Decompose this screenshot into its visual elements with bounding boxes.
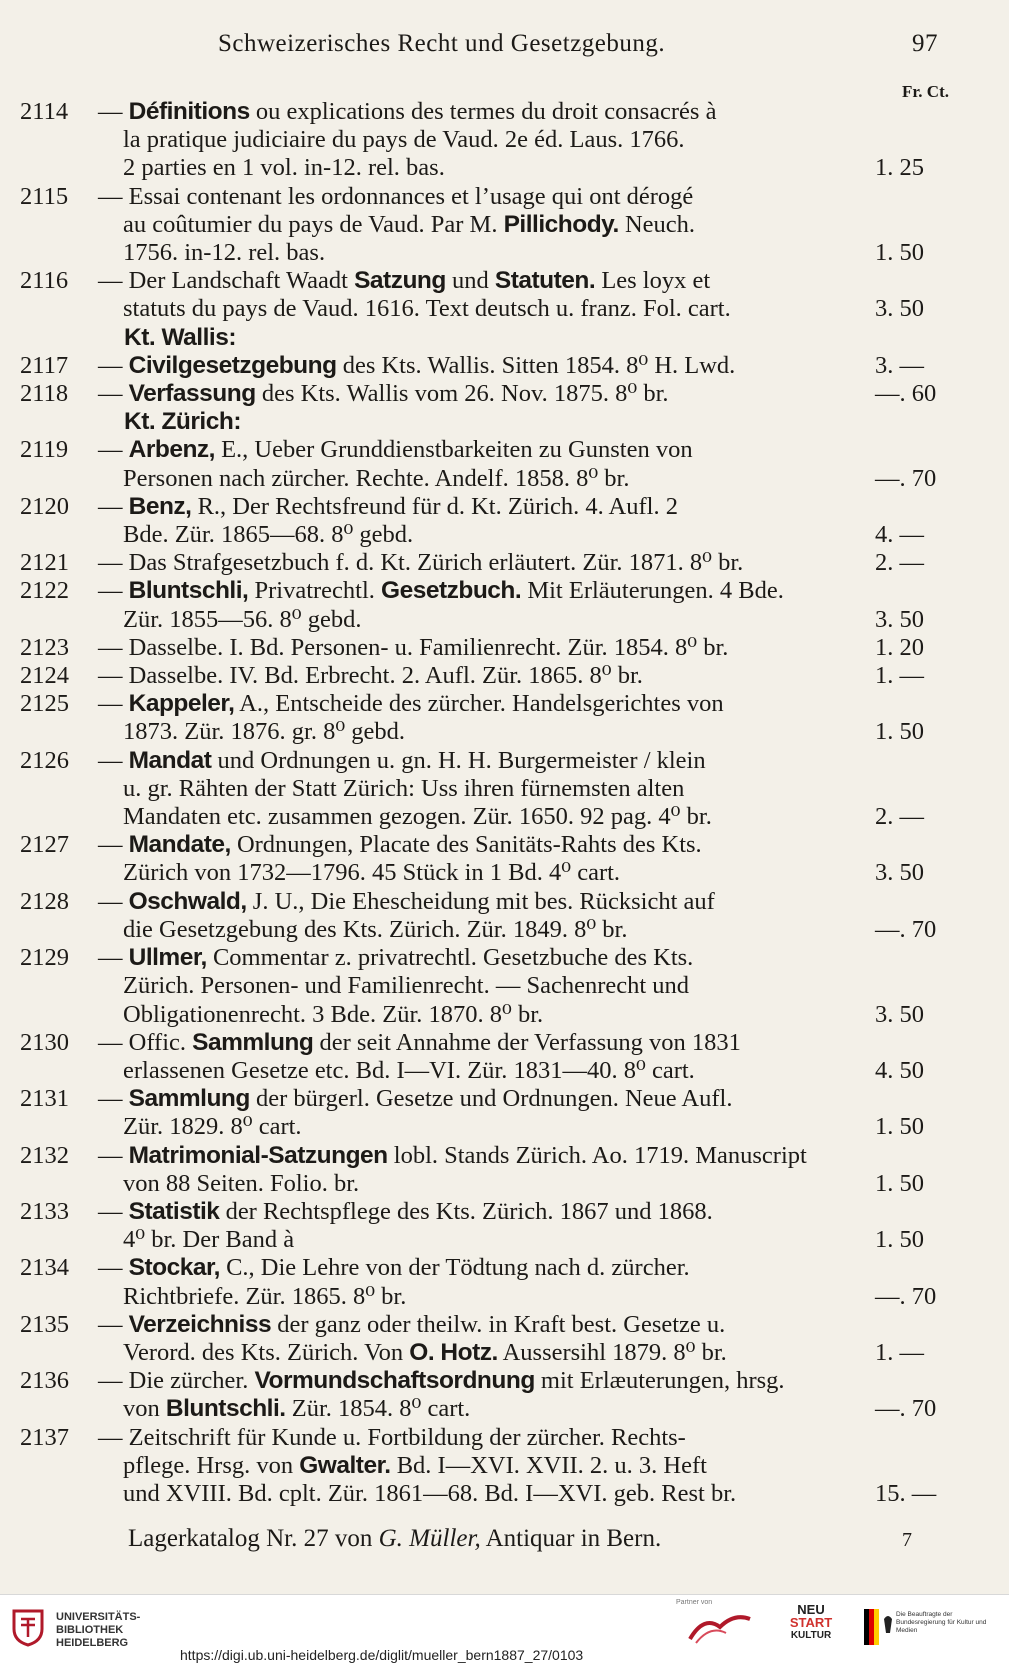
entry-text: — Der Landschaft Waadt <box>98 267 355 295</box>
catalog-entry <box>20 1367 955 1423</box>
partner-label: Partner von <box>676 1599 713 1606</box>
entry-description <box>98 888 888 944</box>
catalog-entry <box>20 493 955 549</box>
entry-number: 2127 <box>20 831 69 859</box>
catalog-entry <box>20 888 955 944</box>
entry-keyword: Verfassung <box>128 380 256 408</box>
entry-text: R., Der Rechtsfreund für d. Kt. Zürich. 4. Aufl. 2 <box>191 492 678 520</box>
entry-number: 2123 <box>20 633 69 661</box>
entry-text: Personen nach zürcher. Rechte. Andelf. 1858. 8⁰ br. <box>123 464 630 492</box>
page-number: 97 <box>912 30 938 57</box>
entry-number: 2115 <box>20 182 69 210</box>
entry-text: — <box>98 831 129 859</box>
entry-description <box>98 690 888 746</box>
entry-text: J. U., Die Ehescheidung mit bes. Rücksicht auf <box>246 887 715 915</box>
entry-text: und Ordnungen u. gn. H. H. Burgermeister / klein <box>211 746 706 774</box>
catalog-entry <box>20 1198 955 1254</box>
entry-keyword: Benz, <box>128 492 192 520</box>
entry-text: — <box>98 492 129 520</box>
entry-text: Bde. Zür. 1865—68. 8⁰ gebd. <box>123 521 414 549</box>
entry-text: Zür. 1854. 8⁰ cart. <box>285 1395 471 1423</box>
header-title: Schweizerisches Recht und Gesetzgebung. <box>218 30 666 57</box>
entry-description <box>98 436 888 492</box>
entry-keyword: Vormundschaftsordnung <box>254 1367 535 1395</box>
entry-text: E., Ueber Grunddienstbarkeiten zu Gunsten von <box>214 436 693 464</box>
entry-text: Bd. I—XVI. XVII. 2. u. 3. Heft <box>390 1451 707 1479</box>
entry-line <box>98 1311 888 1339</box>
entry-text: Verord. des Kts. Zürich. Von <box>123 1338 410 1366</box>
entry-keyword: Verzeichniss <box>128 1310 272 1338</box>
viewer-footer-band <box>0 1594 1009 1669</box>
entry-text: des Kts. Wallis. Sitten 1854. 8⁰ H. Lwd. <box>336 351 736 379</box>
entry-line <box>98 465 888 493</box>
entry-text: von 88 Seiten. Folio. br. <box>123 1169 360 1197</box>
sheet-number: 7 <box>902 1529 912 1551</box>
entry-line <box>98 154 888 182</box>
entry-price: 4. — <box>875 521 924 549</box>
catalog-entry <box>20 1254 955 1310</box>
entry-line <box>98 1113 888 1141</box>
entry-line <box>98 662 888 690</box>
entry-text: Obligationenrecht. 3 Bde. Zür. 1870. 8⁰ br. <box>123 1000 544 1028</box>
entry-line <box>98 1057 888 1085</box>
entry-keyword: Oschwald, <box>128 887 247 915</box>
catalog-entry <box>20 380 955 408</box>
entry-text: — Essai contenant les ordonnances et l’usage qui ont dérogé <box>98 182 694 210</box>
entry-description <box>98 98 888 183</box>
entry-price: 2. — <box>875 803 924 831</box>
entry-keyword: Arbenz, <box>128 436 215 464</box>
entry-description <box>98 267 888 323</box>
catalog-entry <box>20 352 955 380</box>
entry-text: Ordnungen, Placate des Sanitäts-Rahts des Kts. <box>230 831 702 859</box>
entry-number: 2120 <box>20 492 69 520</box>
entry-text: Commentar z. privatrechtl. Gesetzbuche des Kts. <box>206 944 694 972</box>
catalog-entry <box>20 183 955 268</box>
entry-description <box>98 1311 888 1367</box>
entry-text: A., Entscheide des zürcher. Handelsgerichtes von <box>234 690 724 718</box>
entry-text: — <box>98 1197 129 1225</box>
entry-line <box>98 577 888 605</box>
entry-text: la pratique judiciaire du pays de Vaud. 2e éd. Laus. 1766. <box>123 126 685 154</box>
entry-text: — <box>98 887 129 915</box>
entry-line <box>98 803 888 831</box>
catalog-entry <box>20 747 955 832</box>
entry-keyword: Pillichody. <box>503 210 619 238</box>
entry-keyword: Bluntschli, <box>128 577 249 605</box>
entry-keyword: Stockar, <box>128 1254 220 1282</box>
entry-text: 4⁰ br. Der Band à <box>123 1226 295 1254</box>
entry-price: 1. — <box>875 1338 924 1366</box>
entry-description <box>98 831 888 887</box>
entry-line <box>98 1339 888 1367</box>
entry-price: 3. 50 <box>875 1000 924 1028</box>
entry-price: 1. 50 <box>875 1169 924 1197</box>
entry-line <box>98 1283 888 1311</box>
entry-keyword: Statuten. <box>494 267 596 295</box>
catalog-entry <box>20 1424 955 1509</box>
entry-description <box>98 747 888 832</box>
entry-description <box>98 549 888 577</box>
entry-description <box>98 1029 888 1085</box>
entry-line <box>98 493 888 521</box>
entry-description <box>98 493 888 549</box>
entry-line <box>98 239 888 267</box>
entry-description <box>98 1085 888 1141</box>
entry-text: — Offic. <box>98 1028 193 1056</box>
entry-description <box>98 1198 888 1254</box>
entry-price: 1. 50 <box>875 718 924 746</box>
catalog-entry <box>20 1142 955 1198</box>
entry-text: — <box>98 944 129 972</box>
entry-text: — Die zürcher. <box>98 1367 255 1395</box>
entry-line <box>98 747 888 775</box>
entry-number: 2129 <box>20 944 69 972</box>
catalog-entry <box>20 98 955 183</box>
entry-number: 2121 <box>20 549 69 577</box>
entry-keyword: Matrimonial-Satzungen <box>128 1141 388 1169</box>
entry-price: 15. — <box>875 1479 937 1507</box>
entry-line <box>98 1367 888 1395</box>
entry-keyword: Ullmer, <box>128 944 207 972</box>
entry-price: 1. 50 <box>875 1226 924 1254</box>
entry-description <box>98 662 888 690</box>
entry-description <box>98 577 888 633</box>
entry-text: Zürich. Personen- und Familienrecht. — Sachenrecht und <box>123 972 690 1000</box>
catalog-entry <box>20 549 955 577</box>
entry-line <box>98 267 888 295</box>
entry-price: 3. — <box>875 351 924 379</box>
entry-price: —. 60 <box>875 380 937 408</box>
entry-text: — <box>98 746 129 774</box>
entry-line <box>98 295 888 323</box>
entry-number: 2131 <box>20 1085 69 1113</box>
entry-line <box>98 944 888 972</box>
entry-line <box>98 549 888 577</box>
entry-price: —. 70 <box>875 915 937 943</box>
entry-line <box>98 1001 888 1029</box>
entry-text: 1756. in-12. rel. bas. <box>123 239 326 267</box>
entry-line <box>98 98 888 126</box>
entry-text: die Gesetzgebung des Kts. Zürich. Zür. 1849. 8⁰ br. <box>123 915 628 943</box>
entry-number: 2117 <box>20 351 69 379</box>
entry-number: 2128 <box>20 887 69 915</box>
entry-text: Privatrechtl. <box>248 577 382 605</box>
entry-description <box>98 944 888 1029</box>
entry-text: Zür. 1855—56. 8⁰ gebd. <box>123 605 362 633</box>
entry-number: 2130 <box>20 1028 69 1056</box>
entry-line <box>98 1254 888 1282</box>
entry-text: statuts du pays de Vaud. 1616. Text deutsch u. franz. Fol. cart. <box>123 295 731 323</box>
section-heading: Kt. Zürich: <box>124 408 241 436</box>
entry-description <box>98 634 888 662</box>
entry-text: erlassenen Gesetze etc. Bd. I—VI. Zür. 1831—40. 8⁰ cart. <box>123 1056 695 1084</box>
entry-text: u. gr. Rähten der Statt Zürich: Uss ihren fürnemsten alten <box>123 774 685 802</box>
entry-text: Les loyx et <box>595 267 711 295</box>
entry-description <box>98 1367 888 1423</box>
catalog-entry <box>20 944 955 1029</box>
entry-text: ou explications des termes du droit consacrés à <box>249 98 717 125</box>
section-heading: Kt. Wallis: <box>124 323 237 351</box>
entry-number: 2122 <box>20 577 69 605</box>
entry-keyword: Mandate, <box>128 831 231 859</box>
entry-line <box>98 690 888 718</box>
entry-keyword: Statistik <box>128 1197 220 1225</box>
entry-number: 2114 <box>20 98 69 125</box>
entry-number: 2126 <box>20 746 69 774</box>
entry-text: der ganz oder theilw. in Kraft best. Gesetze u. <box>271 1310 726 1338</box>
entry-line <box>98 634 888 662</box>
entry-line <box>98 126 888 154</box>
currency-header: Fr. Ct. <box>901 82 949 101</box>
entry-keyword: Kappeler, <box>128 690 235 718</box>
entry-price: —. 70 <box>875 1395 937 1423</box>
entry-text: — Dasselbe. I. Bd. Personen- u. Familienrecht. Zür. 1854. 8⁰ br. <box>98 633 729 661</box>
entry-price: 1. 20 <box>875 633 924 661</box>
entry-description <box>98 380 888 408</box>
entry-line <box>98 211 888 239</box>
entry-text: — <box>98 98 129 125</box>
entry-text: lobl. Stands Zürich. Ao. 1719. Manuscript <box>387 1141 807 1169</box>
library-logo-text[interactable]: UNIVERSITÄTS- BIBLIOTHEK HEIDELBERG <box>56 1611 141 1649</box>
entry-text: C., Die Lehre von der Tödtung nach d. zürcher. <box>219 1254 690 1282</box>
entry-line <box>98 1395 888 1423</box>
entry-line <box>98 1424 888 1452</box>
entry-text: — <box>98 351 129 379</box>
entry-keyword: Sammlung <box>192 1028 314 1056</box>
source-url[interactable]: https://digi.ub.uni-heidelberg.de/diglit/mueller_bern1887_27/0103 <box>180 1647 584 1663</box>
entry-keyword: Sammlung <box>128 1085 250 1113</box>
entry-line <box>98 436 888 464</box>
neustart-kultur-logo[interactable]: NEU START KULTUR <box>789 1602 833 1641</box>
entry-description <box>98 1142 888 1198</box>
entry-price: 3. 50 <box>875 605 924 633</box>
entry-price: 3. 50 <box>875 859 924 887</box>
entry-text: Aussersihl 1879. 8⁰ br. <box>497 1338 727 1366</box>
entry-description <box>98 1254 888 1310</box>
catalog-line: Lagerkatalog Nr. 27 von G. Müller, Antiquar in Bern. <box>128 1525 662 1552</box>
entry-text: — Dasselbe. IV. Bd. Erbrecht. 2. Aufl. Zür. 1865. 8⁰ br. <box>98 662 643 690</box>
entry-text: der bürgerl. Gesetze und Ordnungen. Neue Aufl. <box>249 1085 733 1113</box>
entry-keyword: Mandat <box>128 746 212 774</box>
entry-line <box>98 972 888 1000</box>
entry-text: — <box>98 1254 129 1282</box>
entry-line <box>98 1085 888 1113</box>
entry-line <box>98 1452 888 1480</box>
entry-price: 1. 25 <box>875 154 924 182</box>
entry-price: 1. 50 <box>875 239 924 267</box>
entry-text: Zür. 1829. 8⁰ cart. <box>123 1113 302 1141</box>
entry-number: 2135 <box>20 1310 69 1338</box>
entry-number: 2125 <box>20 690 69 718</box>
catalog-entry <box>20 690 955 746</box>
entry-description <box>98 183 888 268</box>
entry-number: 2124 <box>20 662 69 690</box>
entry-text: Zürich von 1732—1796. 45 Stück in 1 Bd. 4⁰ cart. <box>123 859 621 887</box>
entry-text: — Zeitschrift für Kunde u. Fortbildung der zürcher. Rechts- <box>98 1423 686 1451</box>
entry-line <box>98 1142 888 1170</box>
entry-line <box>98 606 888 634</box>
catalog-entry <box>20 1311 955 1367</box>
entry-text: von <box>123 1395 166 1423</box>
entry-line <box>98 888 888 916</box>
entry-line <box>98 521 888 549</box>
entry-text: — <box>98 436 129 464</box>
entry-text: — <box>98 380 129 408</box>
entry-keyword: Bluntschli. <box>165 1395 286 1423</box>
entry-price: 3. 50 <box>875 295 924 323</box>
entry-text: Richtbriefe. Zür. 1865. 8⁰ br. <box>123 1282 407 1310</box>
entry-text: — <box>98 1141 129 1169</box>
catalog-entry <box>20 831 955 887</box>
entry-line <box>98 352 888 380</box>
entry-price: 4. 50 <box>875 1056 924 1084</box>
entry-line <box>98 775 888 803</box>
catalog-entry <box>20 662 955 690</box>
entry-text: der Rechtspflege des Kts. Zürich. 1867 und 1868. <box>219 1197 713 1225</box>
entry-text: — Das Strafgesetzbuch f. d. Kt. Zürich erläutert. Zür. 1871. 8⁰ br. <box>98 549 744 577</box>
entry-text: Mandaten etc. zusammen gezogen. Zür. 1650. 92 pag. 4⁰ br. <box>123 803 712 831</box>
entry-keyword: Gesetzbuch. <box>381 577 522 605</box>
running-header <box>0 30 1009 66</box>
entry-line <box>98 916 888 944</box>
dnb-logo-icon[interactable] <box>680 1609 770 1649</box>
catalog-entry <box>20 1085 955 1141</box>
entry-line <box>98 831 888 859</box>
entry-number: 2116 <box>20 267 69 295</box>
entry-line <box>98 183 888 211</box>
entry-text: 1873. Zür. 1876. gr. 8⁰ gebd. <box>123 718 406 746</box>
entry-number: 2132 <box>20 1141 69 1169</box>
entry-price: 1. 50 <box>875 1113 924 1141</box>
entry-keyword: Satzung <box>354 267 446 295</box>
entry-number: 2133 <box>20 1197 69 1225</box>
catalog-entry <box>20 436 955 492</box>
entry-number: 2119 <box>20 436 69 464</box>
entry-line <box>98 1226 888 1254</box>
entry-text: 2 parties en 1 vol. in-12. rel. bas. <box>123 154 445 182</box>
entry-text: — <box>98 1310 129 1338</box>
entry-number: 2134 <box>20 1254 69 1282</box>
catalog-entry <box>20 634 955 662</box>
entry-text: — <box>98 577 129 605</box>
entry-number: 2137 <box>20 1423 69 1451</box>
catalog-entries <box>20 98 955 1508</box>
entry-text: — <box>98 1085 129 1113</box>
entry-price: —. 70 <box>875 464 937 492</box>
entry-keyword: Définitions <box>128 98 250 125</box>
entry-text: und <box>445 267 495 295</box>
entry-text: au coûtumier du pays de Vaud. Par M. <box>123 210 504 238</box>
entry-text: Mit Erläuterungen. 4 Bde. <box>521 577 784 605</box>
entry-price: 2. — <box>875 549 924 577</box>
entry-text: des Kts. Wallis vom 26. Nov. 1875. 8⁰ br. <box>255 380 669 408</box>
entry-line <box>98 1170 888 1198</box>
entry-line <box>98 859 888 887</box>
entry-line <box>98 380 888 408</box>
entry-text: mit Erlæuterungen, hrsg. <box>534 1367 785 1395</box>
catalog-entry <box>20 267 955 323</box>
entry-line <box>98 1029 888 1057</box>
dealer-name: G. Müller, <box>378 1525 481 1552</box>
entry-line <box>98 1480 888 1508</box>
entry-description <box>98 1424 888 1509</box>
entry-price: —. 70 <box>875 1282 937 1310</box>
entry-description <box>98 352 888 380</box>
entry-keyword: Civilgesetzgebung <box>128 351 337 379</box>
entry-text: — <box>98 690 129 718</box>
entry-keyword: O. Hotz. <box>409 1338 498 1366</box>
catalog-entry <box>20 1029 955 1085</box>
entry-line <box>98 1198 888 1226</box>
entry-number: 2136 <box>20 1367 69 1395</box>
entry-price: 1. — <box>875 662 924 690</box>
bkm-text: Die Beauftragte der Bundesregierung für Kultur und Medien <box>896 1611 987 1634</box>
entry-text: der seit Annahme der Verfassung von 1831 <box>313 1028 741 1056</box>
university-seal-icon[interactable] <box>10 1607 46 1647</box>
entry-text: Neuch. <box>618 210 696 238</box>
entry-text: pflege. Hrsg. von <box>123 1451 300 1479</box>
entry-line <box>98 718 888 746</box>
entry-number: 2118 <box>20 380 69 408</box>
entry-keyword: Gwalter. <box>299 1451 391 1479</box>
catalog-entry <box>20 577 955 633</box>
entry-text: und XVIII. Bd. cplt. Zür. 1861—68. Bd. I—XVI. geb. Rest br. <box>123 1479 737 1507</box>
